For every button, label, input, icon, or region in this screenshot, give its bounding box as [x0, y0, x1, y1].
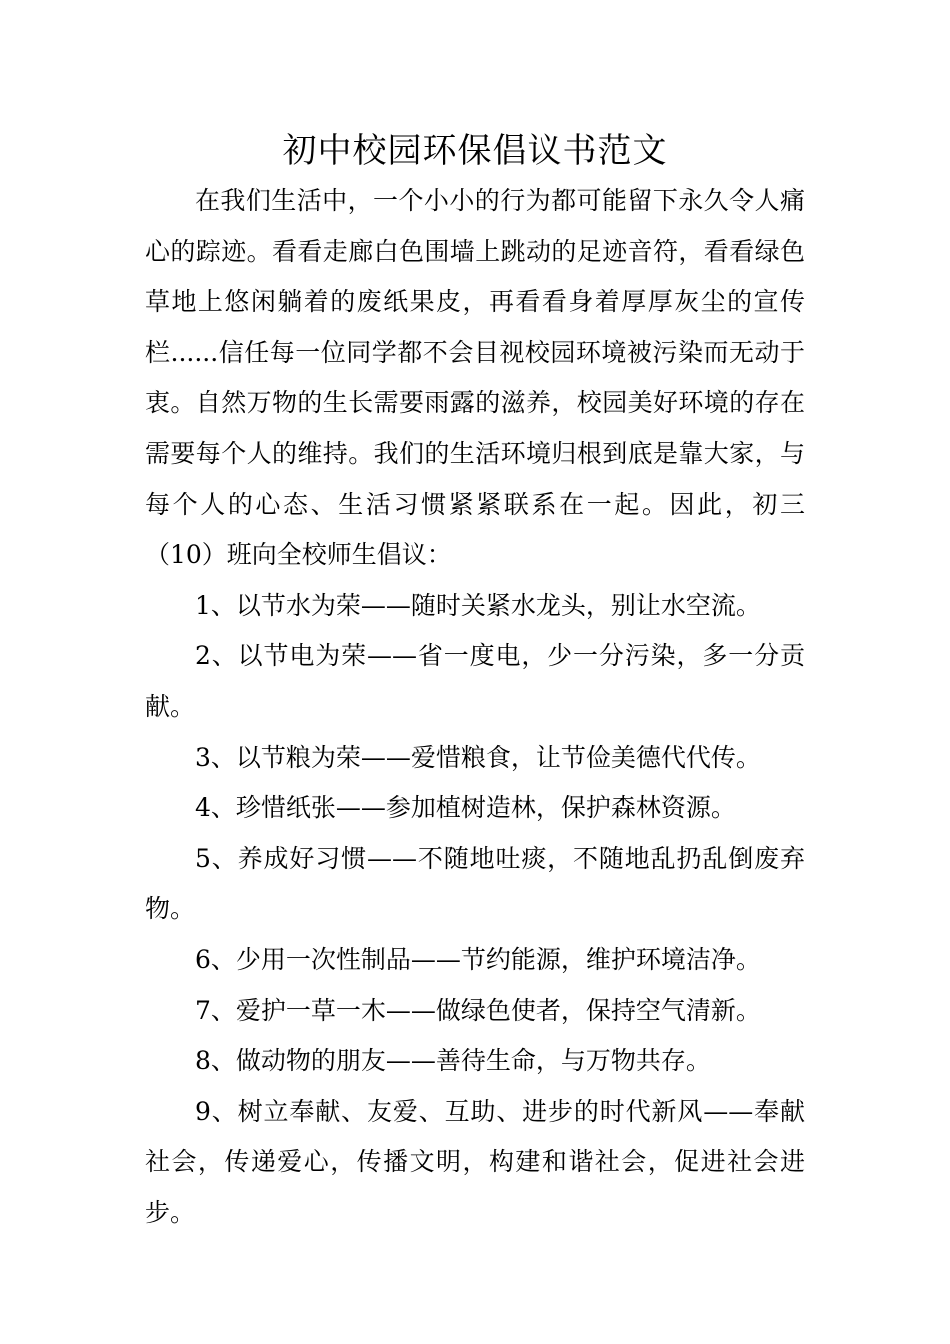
proposal-item-1: 1、以节水为荣——随时关紧水龙头，别让水空流。 [195, 590, 761, 620]
proposal-item-7: 7、爱护一草一木——做绿色使者，保持空气清新。 [195, 995, 761, 1025]
proposal-item-4: 4、珍惜纸张——参加植树造林，保护森林资源。 [195, 793, 736, 823]
proposal-item-2: 2、以节电为荣——省一度电，少一分污染，多一分贡献。 [145, 641, 805, 721]
lead-text: 因此，初三（10）班向全校师生倡议： [145, 489, 805, 570]
proposal-item-9: 9、树立奉献、友爱、互助、进步的时代新风——奉献社会，传递爱心，传播文明，构建和谐社会，促进社会进步。 [145, 1096, 805, 1227]
proposal-item-3: 3、以节粮为荣——爱惜粮食，让节俭美德代代传。 [195, 742, 761, 772]
document-title: 初中校园环保倡议书范文 [282, 131, 668, 171]
proposal-item-8: 8、做动物的朋友——善待生命，与万物共存。 [195, 1046, 711, 1076]
intro-text: 在我们生活中，一个小小的行为都可能留下永久令人痛心的踪迹。看看走廊白色围墙上跳动的足迹音符，看看绿色草地上悠闲躺着的废纸果皮，再看看身着厚厚灰尘的宣传栏......信任每一位同学都不会目视校园环境被污染而无动于衷。自然万物的生长需要雨露的滋养，校园美好环境的存在需要每个人的维持。我们的生活环境归根到底是靠大家，与每个人的心态、生活习惯紧紧联系在一起。 [145, 186, 805, 519]
document-body [145, 176, 805, 1238]
proposal-item-5: 5、养成好习惯——不随地吐痰，不随地乱扔乱倒废弃物。 [145, 843, 805, 924]
proposal-item-6: 6、少用一次性制品——节约能源，维护环境洁净。 [195, 944, 761, 974]
intro-paragraph [145, 176, 805, 581]
